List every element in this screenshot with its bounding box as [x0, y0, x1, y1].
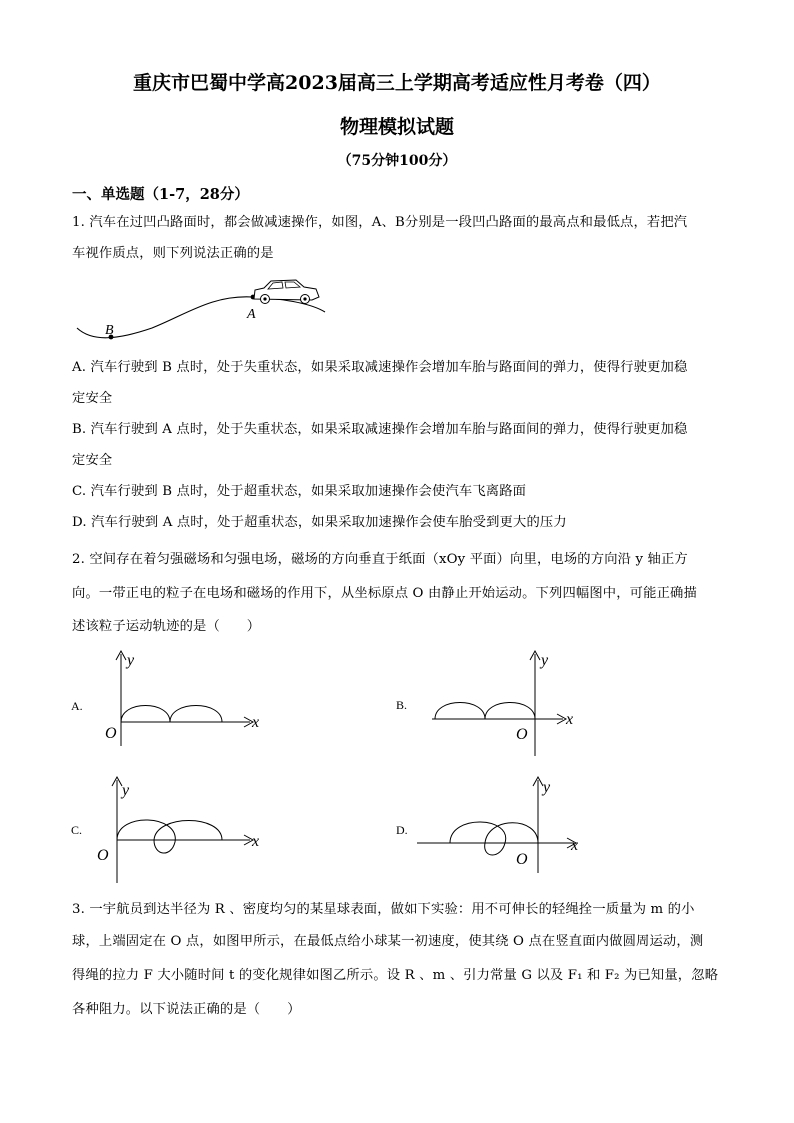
q1-option-a-line1: A. 汽车行驶到 B 点时，处于失重状态，如果采取减速操作会增加车胎与路面间的弹力，使得行驶更加稳	[72, 360, 688, 375]
graph-b-option-label: B.	[396, 698, 408, 712]
graph-a-option-label: A.	[71, 699, 83, 713]
q2-graph-a	[70, 648, 270, 748]
exam-duration: （75分钟100分）	[337, 153, 457, 169]
q1-stem-line1: 1. 汽车在过凹凸路面时，都会做减速操作，如图，A、B分别是一段凹凸路面的最高点和最低点，若把汽	[72, 215, 688, 230]
q3-stem-line4: 各种阻力。以下说法正确的是（ ）	[72, 1002, 301, 1017]
point-a-label: A	[247, 307, 256, 322]
graph-b-y-label: y	[541, 652, 549, 669]
exam-title: 重庆市巴蜀中学高2023届高三上学期高考适应性月考卷（四）	[133, 72, 661, 94]
q3-stem-line1: 3. 一宇航员到达半径为 R 、密度均匀的某星球表面，做如下实验：用不可伸长的轻绳拴一质量为 m 的小	[72, 902, 695, 917]
q2-graph-c	[70, 770, 270, 885]
graph-b-origin-label: O	[516, 726, 528, 743]
graph-c-origin-label: O	[97, 847, 109, 864]
graph-a-y-label: y	[127, 652, 135, 669]
graph-c-y-label: y	[122, 782, 130, 799]
q1-stem-line2: 车视作质点，则下列说法正确的是	[72, 246, 274, 261]
graph-c-option-label: C.	[71, 823, 83, 837]
q1-option-a-line2: 定安全	[72, 391, 113, 406]
graph-b-x-label: x	[566, 711, 574, 728]
q2-stem-line1: 2. 空间存在着匀强磁场和匀强电场，磁场的方向垂直于纸面（xOy 平面）向里，电场的方向沿 y 轴正方	[72, 552, 688, 567]
graph-c-x-label: x	[252, 833, 260, 850]
trajectory	[121, 706, 222, 723]
graph-d-origin-label: O	[516, 851, 528, 868]
graph-d-x-label: x	[571, 837, 579, 854]
q1-option-c: C. 汽车行驶到 B 点时，处于超重状态，如果采取加速操作会使汽车飞离路面	[72, 484, 527, 499]
car-icon	[254, 280, 319, 304]
graph-a-origin-label: O	[105, 725, 117, 742]
q2-stem-line3: 述该粒子运动轨迹的是（ ）	[72, 619, 261, 634]
trajectory	[435, 703, 535, 720]
trajectory	[117, 820, 222, 853]
graph-d-option-label: D.	[396, 823, 408, 837]
q1-option-d: D. 汽车行驶到 A 点时，处于超重状态，如果采取加速操作会使车胎受到更大的压力	[72, 515, 567, 530]
graph-d-y-label: y	[543, 779, 551, 796]
q2-stem-line2: 向。一带正电的粒子在电场和磁场的作用下，从坐标原点 O 由静止开始运动。下列四幅图中，可能正确描	[72, 586, 697, 601]
point-b-label: B	[105, 323, 114, 338]
exam-subtitle: 物理模拟试题	[339, 116, 454, 138]
q2-graph-b	[395, 648, 595, 758]
graph-a-x-label: x	[252, 714, 260, 731]
section-heading: 一、单选题（1-7，28分）	[72, 186, 249, 203]
q3-stem-line2: 球，上端固定在 O 点，如图甲所示，在最低点给小球某一初速度，使其绕 O 点在竖直面内做圆周运动，测	[72, 934, 704, 949]
q1-option-b-line1: B. 汽车行驶到 A 点时，处于失重状态，如果采取减速操作会增加车胎与路面间的弹力，使得行驶更加稳	[72, 422, 688, 437]
q3-stem-line3: 得绳的拉力 F 大小随时间 t 的变化规律如图乙所示。设 R 、m 、引力常量 G 以及 F₁ 和 F₂ 为已知量，忽略	[72, 968, 719, 983]
q2-graph-d	[395, 770, 595, 875]
road-curve	[77, 297, 325, 338]
q1-option-b-line2: 定安全	[72, 453, 113, 468]
q1-road-figure	[72, 270, 337, 350]
